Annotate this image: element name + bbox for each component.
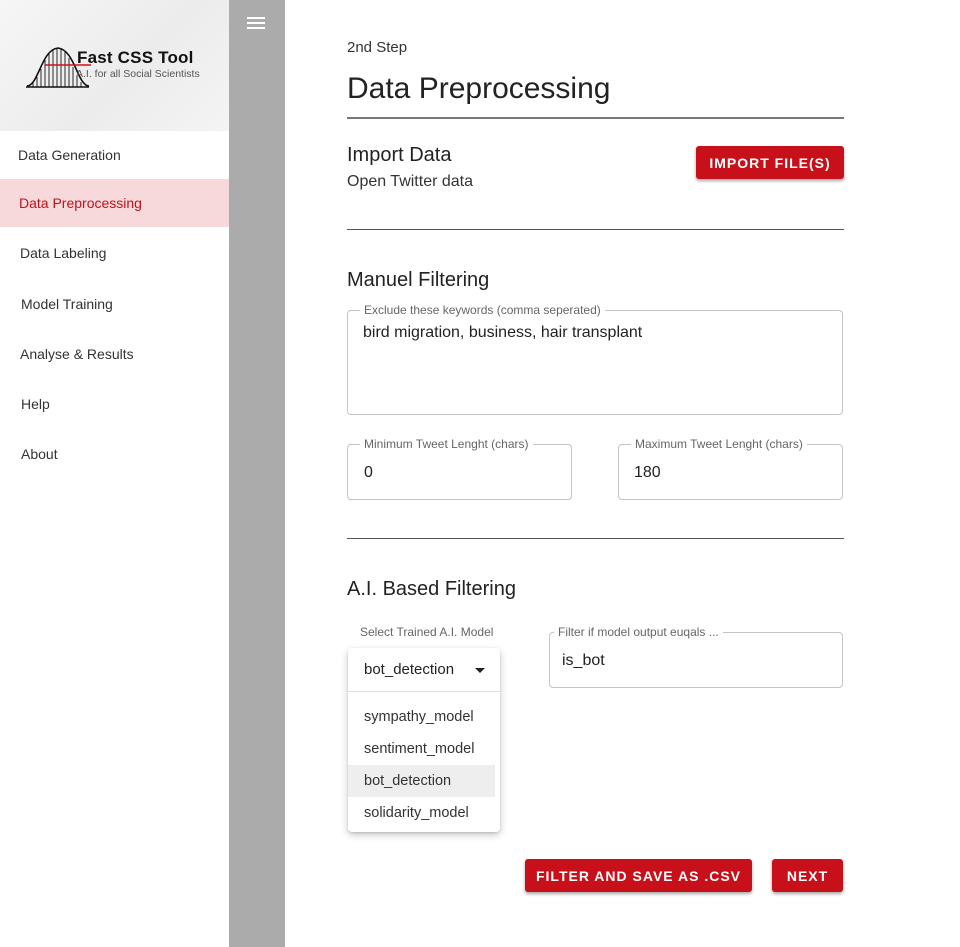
sidebar-item-help[interactable] (0, 379, 229, 429)
title-divider (347, 117, 844, 119)
import-files-button[interactable]: IMPORT FILE(S) (696, 146, 844, 179)
sidebar-item-analyse-results[interactable] (0, 329, 229, 379)
sidebar-item-data-preprocessing[interactable] (0, 179, 229, 227)
model-option-bot-detection[interactable]: bot_detection (348, 765, 495, 797)
min-length-field[interactable] (347, 437, 572, 500)
model-option-sympathy[interactable]: sympathy_model (364, 709, 474, 725)
sidebar-item-label: Analyse & Results (20, 346, 134, 362)
filter-output-value: is_bot (562, 652, 605, 669)
caret-down-icon[interactable] (475, 668, 485, 673)
sidebar-item-label: Model Training (21, 296, 113, 312)
app-logo[interactable] (25, 44, 200, 90)
keywords-field[interactable] (347, 303, 843, 415)
ai-filtering-title: A.I. Based Filtering (347, 578, 516, 600)
section-divider (347, 229, 844, 230)
section-divider (347, 538, 844, 539)
sidebar-item-label: Data Preprocessing (19, 195, 142, 211)
sidebar-item-label: Data Generation (18, 147, 121, 163)
brand-subtitle: A.I. for all Social Scientists (76, 68, 200, 80)
sidebar-item-label: Help (21, 396, 50, 412)
sidebar-item-model-training[interactable] (0, 279, 229, 329)
min-length-label: Minimum Tweet Lenght (chars) (360, 437, 533, 451)
hamburger-menu-icon[interactable] (247, 15, 267, 33)
filter-output-field[interactable] (549, 625, 843, 688)
sidebar-item-label: About (21, 446, 58, 462)
step-label: 2nd Step (347, 39, 408, 56)
max-length-value: 180 (634, 464, 661, 481)
brand-title: Fast CSS Tool (77, 48, 194, 67)
next-button[interactable]: NEXT (772, 859, 843, 892)
sidebar (0, 0, 229, 947)
side-rail (229, 0, 285, 947)
keywords-field-value: bird migration, business, hair transplant (363, 324, 643, 341)
import-data-title: Import Data (347, 144, 452, 166)
logo-area (0, 0, 229, 131)
sidebar-item-about[interactable] (0, 429, 229, 479)
max-length-label: Maximum Tweet Lenght (chars) (631, 437, 807, 451)
model-option-solidarity[interactable]: solidarity_model (364, 805, 469, 821)
import-data-subtitle: Open Twitter data (347, 173, 473, 190)
dropdown-divider (348, 691, 500, 692)
sidebar-item-data-labeling[interactable] (0, 227, 229, 279)
sidebar-item-data-generation[interactable] (0, 131, 229, 179)
model-select-value[interactable]: bot_detection (364, 661, 455, 678)
model-select-label: Select Trained A.I. Model (360, 625, 494, 639)
max-length-field[interactable] (618, 437, 843, 500)
main-content (347, 0, 844, 947)
manual-filtering-title: Manuel Filtering (347, 269, 490, 291)
filter-and-save-button[interactable]: FILTER AND SAVE AS .CSV (525, 859, 752, 892)
keywords-field-label: Exclude these keywords (comma seperated) (360, 303, 605, 317)
page-title: Data Preprocessing (347, 72, 611, 105)
sidebar-item-label: Data Labeling (20, 245, 107, 261)
model-select-dropdown[interactable] (348, 648, 500, 832)
min-length-value: 0 (364, 464, 373, 481)
sidebar-nav (0, 131, 229, 479)
filter-output-label: Filter if model output euqals ... (554, 625, 723, 639)
model-option-sentiment[interactable]: sentiment_model (364, 741, 475, 757)
